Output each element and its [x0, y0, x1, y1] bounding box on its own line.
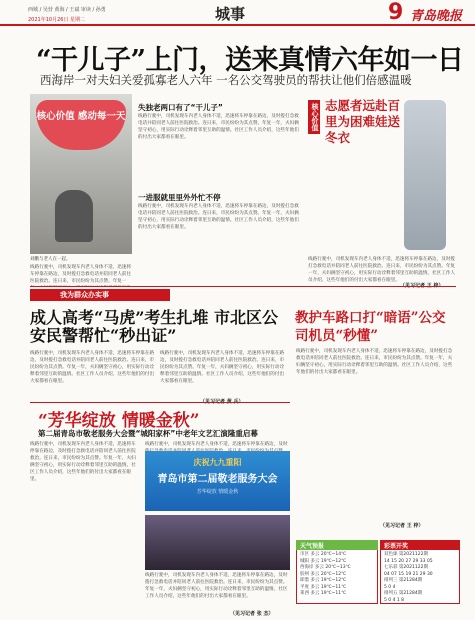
poster-line-2: 青岛市第二届敬老服务大会 [157, 474, 278, 485]
newspaper-logo: 青岛晚报 [410, 9, 463, 24]
column-bar: 我为群众办实事 [30, 289, 170, 301]
lead-body-col2b [138, 203, 303, 283]
story4-body-top [145, 441, 290, 451]
section-title: 城事 [215, 5, 246, 23]
weather-row: 平度 多云 19℃~11℃ [300, 584, 347, 590]
story4-body-2 [145, 572, 290, 610]
story4-body-1 [30, 441, 140, 609]
story4-subheadline: 第二届青岛市敬老服务大会暨“城阳家杯”中老年文艺汇演隆重启幕 [38, 429, 258, 438]
story2-headline: 成人高考“马虎”考生扎堆 市北区公安民警帮忙“秒出证” [30, 308, 278, 345]
divider [30, 286, 456, 287]
weather-list [300, 552, 351, 598]
weather-row: 即墨 多云 19℃~12℃ [300, 578, 347, 583]
lead-body-col1 [30, 264, 132, 286]
side-headline: 志愿者远赴百里为困难娃送冬衣 [325, 98, 401, 145]
lead-body-col2a [138, 113, 303, 190]
lottery-row: 14 15 20 27 29 33 05 [384, 558, 433, 564]
weather-row: 胶州 多云 20℃~12℃ [300, 571, 347, 577]
lead-section-title: 失独老两口有了“干儿子” [138, 103, 223, 112]
weather-row: 城阳 多云 19℃~12℃ [300, 558, 347, 564]
vertical-tag: 核心价值 [308, 100, 320, 134]
stage-photo [145, 515, 290, 570]
lead-headline: “干儿子”上门，送来真情六年如一日 [36, 45, 464, 76]
lottery-row: 七乐彩 第2021122期 [384, 565, 428, 570]
lottery-row: 双色球 第2021122期 [384, 552, 428, 557]
story2-body-1 [30, 350, 155, 398]
page-number: 9 [388, 0, 404, 25]
story4-credit: （见习记者 张 杰） [230, 611, 274, 617]
lottery-row: 排列五 第21284期 [384, 591, 423, 596]
photo-caption: 刘鹏与老人在一起。 [30, 257, 71, 262]
divider [30, 402, 290, 403]
side-body [308, 256, 456, 282]
poster-line-1: 庆祝九九重阳 [193, 458, 242, 467]
story3-credit: （见习记者 王 梓） [380, 523, 424, 529]
weather-title: 天气预报 [296, 540, 378, 550]
lead-subheadline: 西海岸一对夫妇关爱孤寡老人六年 一名公交驾驶员的帮扶让他们倍感温暖 [40, 73, 412, 87]
weather-row: 市区 多云 20℃~14℃ [300, 552, 347, 557]
story4-headline: “芳华绽放 情暖金秋” [38, 411, 200, 431]
story2-body-2 [160, 350, 288, 398]
event-poster [145, 451, 290, 511]
poster-line-3: 芳华绽放 情暖金秋 [196, 489, 239, 495]
lottery-title: 彩票开奖 [380, 540, 460, 550]
editor-line: 西城 / 吴营 黄海 / 王斌 审读 / 孙勇 [28, 7, 106, 13]
story3-headline: 教护车路口打“暗语”公交司机员“秒懂” [295, 310, 446, 344]
lottery-row: 04 07 15 19 21 29 30 [384, 571, 433, 577]
value-badge: 核心价值 感动每一天 [36, 100, 126, 150]
story3-body [296, 348, 456, 516]
lottery-row: 5 0 4 1 8 [384, 597, 405, 603]
lottery-row: 5 0 4 [384, 584, 396, 590]
lottery-list [384, 552, 433, 604]
weather-row: 西海岸 多云 20℃~13℃ [300, 565, 351, 570]
lead-section-title-2: 一进服就里里外外忙不停 [138, 193, 221, 202]
side-photo [404, 100, 446, 250]
lottery-row: 排列三 第21284期 [384, 578, 423, 583]
weather-row: 莱西 多云 19℃~11℃ [300, 591, 347, 596]
issue-date: 2021年10月26日 星期二 [28, 17, 86, 23]
person-figure [55, 190, 93, 242]
